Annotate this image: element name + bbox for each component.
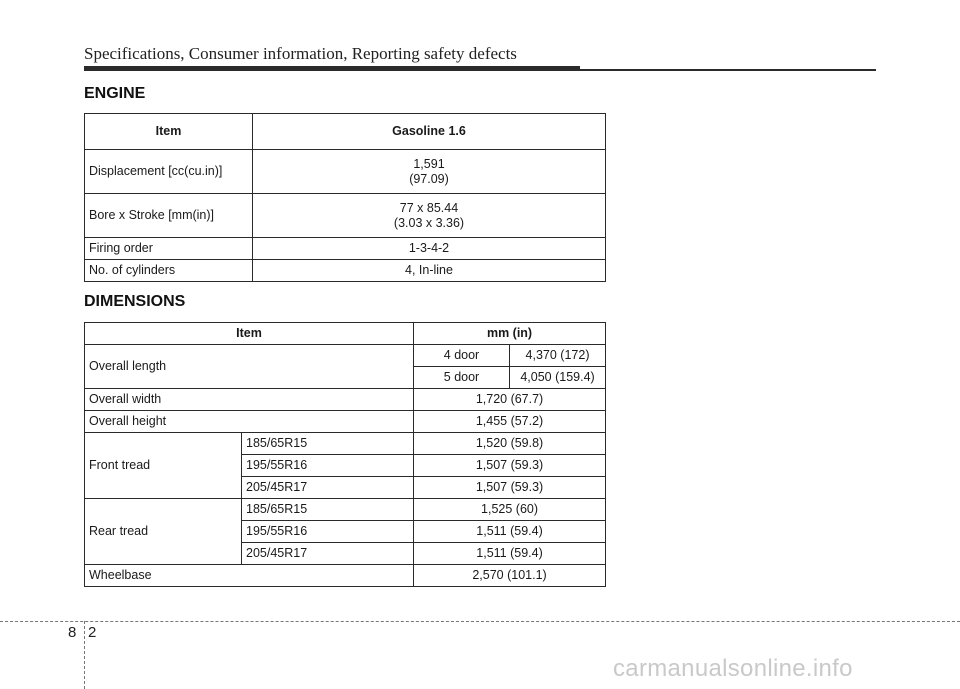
table-row xyxy=(85,389,606,411)
row-label-firing-order: Firing order xyxy=(85,238,253,260)
row-label-cylinders: No. of cylinders xyxy=(85,260,253,282)
column-header-gasoline: Gasoline 1.6 xyxy=(253,114,606,150)
tread-value: 1,511 (59.4) xyxy=(414,521,606,543)
table-row xyxy=(85,345,606,367)
tire-size: 205/45R17 xyxy=(242,543,414,565)
dimensions-heading: DIMENSIONS xyxy=(84,293,186,310)
value-5-door: 4,050 (159.4) xyxy=(510,367,606,389)
table-row xyxy=(85,433,606,455)
table-row xyxy=(85,411,606,433)
table-row xyxy=(85,150,606,194)
chapter-number: 8 xyxy=(68,624,77,641)
tire-size: 195/55R16 xyxy=(242,455,414,477)
tire-size: 185/65R15 xyxy=(242,499,414,521)
row-label-wheelbase: Wheelbase xyxy=(85,565,414,587)
row-label-front-tread: Front tread xyxy=(85,433,242,499)
table-header-row xyxy=(85,323,606,345)
engine-heading: ENGINE xyxy=(84,85,146,102)
tread-value: 1,511 (59.4) xyxy=(414,543,606,565)
column-header-item: Item xyxy=(85,323,414,345)
table-row xyxy=(85,194,606,238)
table-row xyxy=(85,260,606,282)
page-header-title: Specifications, Consumer information, Reporting safety defects xyxy=(84,44,517,63)
row-value-overall-width: 1,720 (67.7) xyxy=(414,389,606,411)
row-label-rear-tread: Rear tread xyxy=(85,499,242,565)
row-value-displacement: 1,591 (97.09) xyxy=(253,150,606,194)
table-row xyxy=(85,238,606,260)
row-value-cylinders: 4, In-line xyxy=(253,260,606,282)
row-value-wheelbase: 2,570 (101.1) xyxy=(414,565,606,587)
column-header-item: Item xyxy=(85,114,253,150)
dimensions-spec-table xyxy=(84,322,606,587)
row-value-firing-order: 1-3-4-2 xyxy=(253,238,606,260)
tread-value: 1,525 (60) xyxy=(414,499,606,521)
variant-4-door: 4 door xyxy=(414,345,510,367)
variant-5-door: 5 door xyxy=(414,367,510,389)
row-value-overall-height: 1,455 (57.2) xyxy=(414,411,606,433)
tread-value: 1,520 (59.8) xyxy=(414,433,606,455)
row-label-overall-height: Overall height xyxy=(85,411,414,433)
row-label-overall-width: Overall width xyxy=(85,389,414,411)
tread-value: 1,507 (59.3) xyxy=(414,477,606,499)
page-number: 2 xyxy=(88,624,97,641)
tire-size: 185/65R15 xyxy=(242,433,414,455)
value-4-door: 4,370 (172) xyxy=(510,345,606,367)
watermark: carmanualsonline.info xyxy=(613,655,853,682)
table-row xyxy=(85,499,606,521)
footer-dashed-divider xyxy=(84,621,85,689)
row-label-displacement: Displacement [cc(cu.in)] xyxy=(85,150,253,194)
header-rule-thick xyxy=(84,66,580,71)
tire-size: 205/45R17 xyxy=(242,477,414,499)
header-rule-thin xyxy=(580,69,876,71)
table-header-row xyxy=(85,114,606,150)
table-row xyxy=(85,565,606,587)
column-header-mm-in: mm (in) xyxy=(414,323,606,345)
footer-dashed-rule xyxy=(0,621,960,622)
tire-size: 195/55R16 xyxy=(242,521,414,543)
tread-value: 1,507 (59.3) xyxy=(414,455,606,477)
row-value-bore-stroke: 77 x 85.44 (3.03 x 3.36) xyxy=(253,194,606,238)
row-label-bore-stroke: Bore x Stroke [mm(in)] xyxy=(85,194,253,238)
row-label-overall-length: Overall length xyxy=(85,345,414,389)
engine-spec-table xyxy=(84,113,606,282)
